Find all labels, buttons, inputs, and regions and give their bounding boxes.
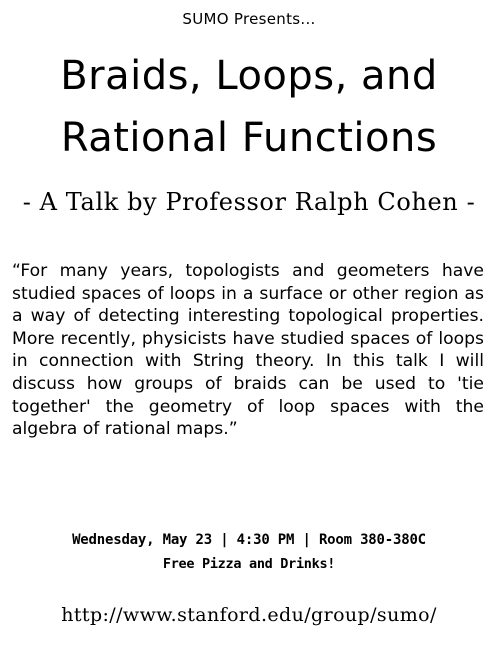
- refreshments-note: Free Pizza and Drinks!: [162, 556, 336, 572]
- title-line-2: Rational Functions: [60, 115, 438, 161]
- event-details: Wednesday, May 23 | 4:30 PM | Room 380-380C: [72, 532, 426, 548]
- website-url: http://www.stanford.edu/group/sumo/: [61, 604, 437, 626]
- title-line-1: Braids, Loops, and: [60, 53, 438, 99]
- presenter-line: SUMO Presents...: [182, 10, 316, 28]
- speaker-subtitle: - A Talk by Professor Ralph Cohen -: [22, 188, 476, 216]
- talk-abstract: “For many years, topologists and geometers have studied spaces of loops in a surface or other region as a way of detecting interesting topological properties. More recently, physicists have studied spaces of loops in connection with String theory. In this talk I will discuss how groups of braids can be used to 'tie together' the geometry of loop spaces with the algebra of rational maps.”: [12, 261, 484, 440]
